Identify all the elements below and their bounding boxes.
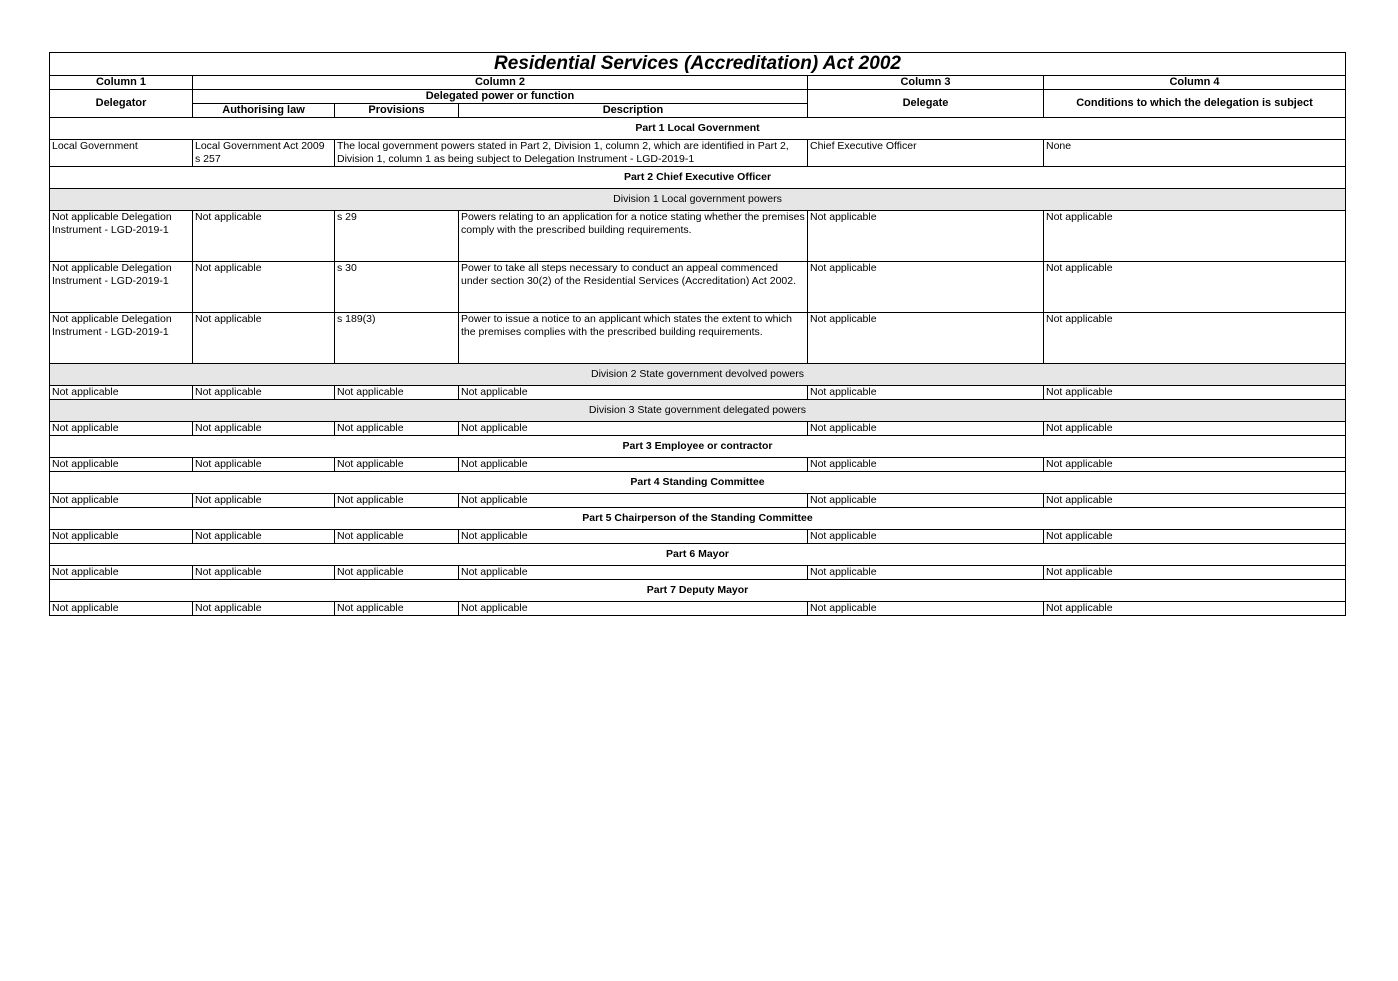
part-3-heading: Part 3 Employee or contractor xyxy=(50,436,1346,458)
delegate-cell: Not applicable xyxy=(808,211,1044,262)
delegated-power-header: Delegated power or function xyxy=(193,90,808,104)
division-2-heading-row xyxy=(50,364,1346,386)
description-cell: Not applicable xyxy=(459,566,808,580)
provisions-cell: s 189(3) xyxy=(335,313,459,364)
authorising-law-header: Authorising law xyxy=(193,104,335,118)
delegator-cell: Not applicable xyxy=(50,494,193,508)
authorising-law-cell: Not applicable xyxy=(193,211,335,262)
description-cell: Not applicable xyxy=(459,494,808,508)
delegate-cell: Chief Executive Officer xyxy=(808,140,1044,167)
description-cell: Not applicable xyxy=(459,386,808,400)
delegate-cell: Not applicable xyxy=(808,602,1044,616)
column-2-header: Column 2 xyxy=(193,76,808,90)
description-cell: Not applicable xyxy=(459,422,808,436)
authorising-law-cell: Not applicable xyxy=(193,458,335,472)
authorising-law-cell: Not applicable xyxy=(193,386,335,400)
table-row xyxy=(50,262,1346,313)
delegator-cell: Not applicable xyxy=(50,566,193,580)
description-cell: Power to take all steps necessary to conduct an appeal commenced under section 30(2) of the Residential Services (Accreditation) Act 2002. xyxy=(459,262,808,313)
part-7-heading: Part 7 Deputy Mayor xyxy=(50,580,1346,602)
authorising-law-cell: Not applicable xyxy=(193,262,335,313)
part-4-heading-row xyxy=(50,472,1346,494)
table-row xyxy=(50,313,1346,364)
table-row xyxy=(50,211,1346,262)
part-2-heading-row xyxy=(50,167,1346,189)
description-cell: Powers relating to an application for a notice stating whether the premises comply with the prescribed building requirements. xyxy=(459,211,808,262)
conditions-cell: Not applicable xyxy=(1044,211,1346,262)
table-row xyxy=(50,566,1346,580)
conditions-header: Conditions to which the delegation is subject xyxy=(1044,90,1346,118)
column-3-header: Column 3 xyxy=(808,76,1044,90)
description-cell: Not applicable xyxy=(459,458,808,472)
delegator-cell: Local Government xyxy=(50,140,193,167)
provisions-cell: Not applicable xyxy=(335,530,459,544)
part-6-heading: Part 6 Mayor xyxy=(50,544,1346,566)
column-number-row xyxy=(50,76,1346,90)
description-cell: Not applicable xyxy=(459,602,808,616)
division-1-heading: Division 1 Local government powers xyxy=(50,189,1346,211)
conditions-cell: Not applicable xyxy=(1044,530,1346,544)
conditions-cell: Not applicable xyxy=(1044,494,1346,508)
authorising-law-cell: Not applicable xyxy=(193,602,335,616)
delegator-cell: Not applicable xyxy=(50,386,193,400)
column-title-row xyxy=(50,90,1346,104)
provisions-description-cell: The local government powers stated in Part 2, Division 1, column 2, which are identified in Part 2, Division 1, column 1 as being subject to Delegation Instrument - LGD-2019-1 xyxy=(335,140,808,167)
provisions-header: Provisions xyxy=(335,104,459,118)
authorising-law-cell: Not applicable xyxy=(193,530,335,544)
delegator-cell: Not applicable xyxy=(50,530,193,544)
part-1-heading: Part 1 Local Government xyxy=(50,118,1346,140)
delegator-cell: Not applicable Delegation Instrument - LGD-2019-1 xyxy=(50,211,193,262)
delegation-table xyxy=(49,52,1346,616)
conditions-cell: Not applicable xyxy=(1044,458,1346,472)
column-4-header: Column 4 xyxy=(1044,76,1346,90)
part-5-heading: Part 5 Chairperson of the Standing Committee xyxy=(50,508,1346,530)
delegate-cell: Not applicable xyxy=(808,458,1044,472)
table-row xyxy=(50,386,1346,400)
part-3-heading-row xyxy=(50,436,1346,458)
description-cell: Not applicable xyxy=(459,530,808,544)
authorising-law-cell: Not applicable xyxy=(193,313,335,364)
part-4-heading: Part 4 Standing Committee xyxy=(50,472,1346,494)
delegate-cell: Not applicable xyxy=(808,313,1044,364)
conditions-cell: Not applicable xyxy=(1044,422,1346,436)
table-row xyxy=(50,458,1346,472)
part-2-heading: Part 2 Chief Executive Officer xyxy=(50,167,1346,189)
delegator-cell: Not applicable xyxy=(50,458,193,472)
delegate-cell: Not applicable xyxy=(808,386,1044,400)
division-3-heading-row xyxy=(50,400,1346,422)
part-5-heading-row xyxy=(50,508,1346,530)
provisions-cell: s 29 xyxy=(335,211,459,262)
provisions-cell: Not applicable xyxy=(335,566,459,580)
conditions-cell: Not applicable xyxy=(1044,566,1346,580)
delegate-cell: Not applicable xyxy=(808,262,1044,313)
delegate-cell: Not applicable xyxy=(808,422,1044,436)
delegate-cell: Not applicable xyxy=(808,494,1044,508)
division-1-heading-row xyxy=(50,189,1346,211)
table-row xyxy=(50,494,1346,508)
conditions-cell: None xyxy=(1044,140,1346,167)
division-2-heading: Division 2 State government devolved powers xyxy=(50,364,1346,386)
table-row xyxy=(50,530,1346,544)
conditions-cell: Not applicable xyxy=(1044,262,1346,313)
column-1-header: Column 1 xyxy=(50,76,193,90)
table-row xyxy=(50,602,1346,616)
division-3-heading: Division 3 State government delegated powers xyxy=(50,400,1346,422)
delegator-cell: Not applicable xyxy=(50,602,193,616)
conditions-cell: Not applicable xyxy=(1044,386,1346,400)
provisions-cell: Not applicable xyxy=(335,602,459,616)
provisions-cell: Not applicable xyxy=(335,386,459,400)
delegation-register-sheet xyxy=(49,52,1345,616)
provisions-cell: Not applicable xyxy=(335,458,459,472)
delegator-cell: Not applicable Delegation Instrument - LGD-2019-1 xyxy=(50,313,193,364)
part-7-heading-row xyxy=(50,580,1346,602)
provisions-cell: Not applicable xyxy=(335,494,459,508)
delegator-header: Delegator xyxy=(50,90,193,118)
table-row xyxy=(50,422,1346,436)
authorising-law-cell: Local Government Act 2009 s 257 xyxy=(193,140,335,167)
part-1-heading-row xyxy=(50,118,1346,140)
provisions-cell: Not applicable xyxy=(335,422,459,436)
conditions-cell: Not applicable xyxy=(1044,313,1346,364)
delegate-header: Delegate xyxy=(808,90,1044,118)
conditions-cell: Not applicable xyxy=(1044,602,1346,616)
page-title: Residential Services (Accreditation) Act 2002 xyxy=(50,53,1346,76)
authorising-law-cell: Not applicable xyxy=(193,494,335,508)
delegate-cell: Not applicable xyxy=(808,530,1044,544)
authorising-law-cell: Not applicable xyxy=(193,566,335,580)
delegator-cell: Not applicable Delegation Instrument - LGD-2019-1 xyxy=(50,262,193,313)
authorising-law-cell: Not applicable xyxy=(193,422,335,436)
delegate-cell: Not applicable xyxy=(808,566,1044,580)
description-header: Description xyxy=(459,104,808,118)
provisions-cell: s 30 xyxy=(335,262,459,313)
delegator-cell: Not applicable xyxy=(50,422,193,436)
part-6-heading-row xyxy=(50,544,1346,566)
table-row xyxy=(50,140,1346,167)
description-cell: Power to issue a notice to an applicant which states the extent to which the premises complies with the prescribed building requirements. xyxy=(459,313,808,364)
title-row xyxy=(50,53,1346,76)
